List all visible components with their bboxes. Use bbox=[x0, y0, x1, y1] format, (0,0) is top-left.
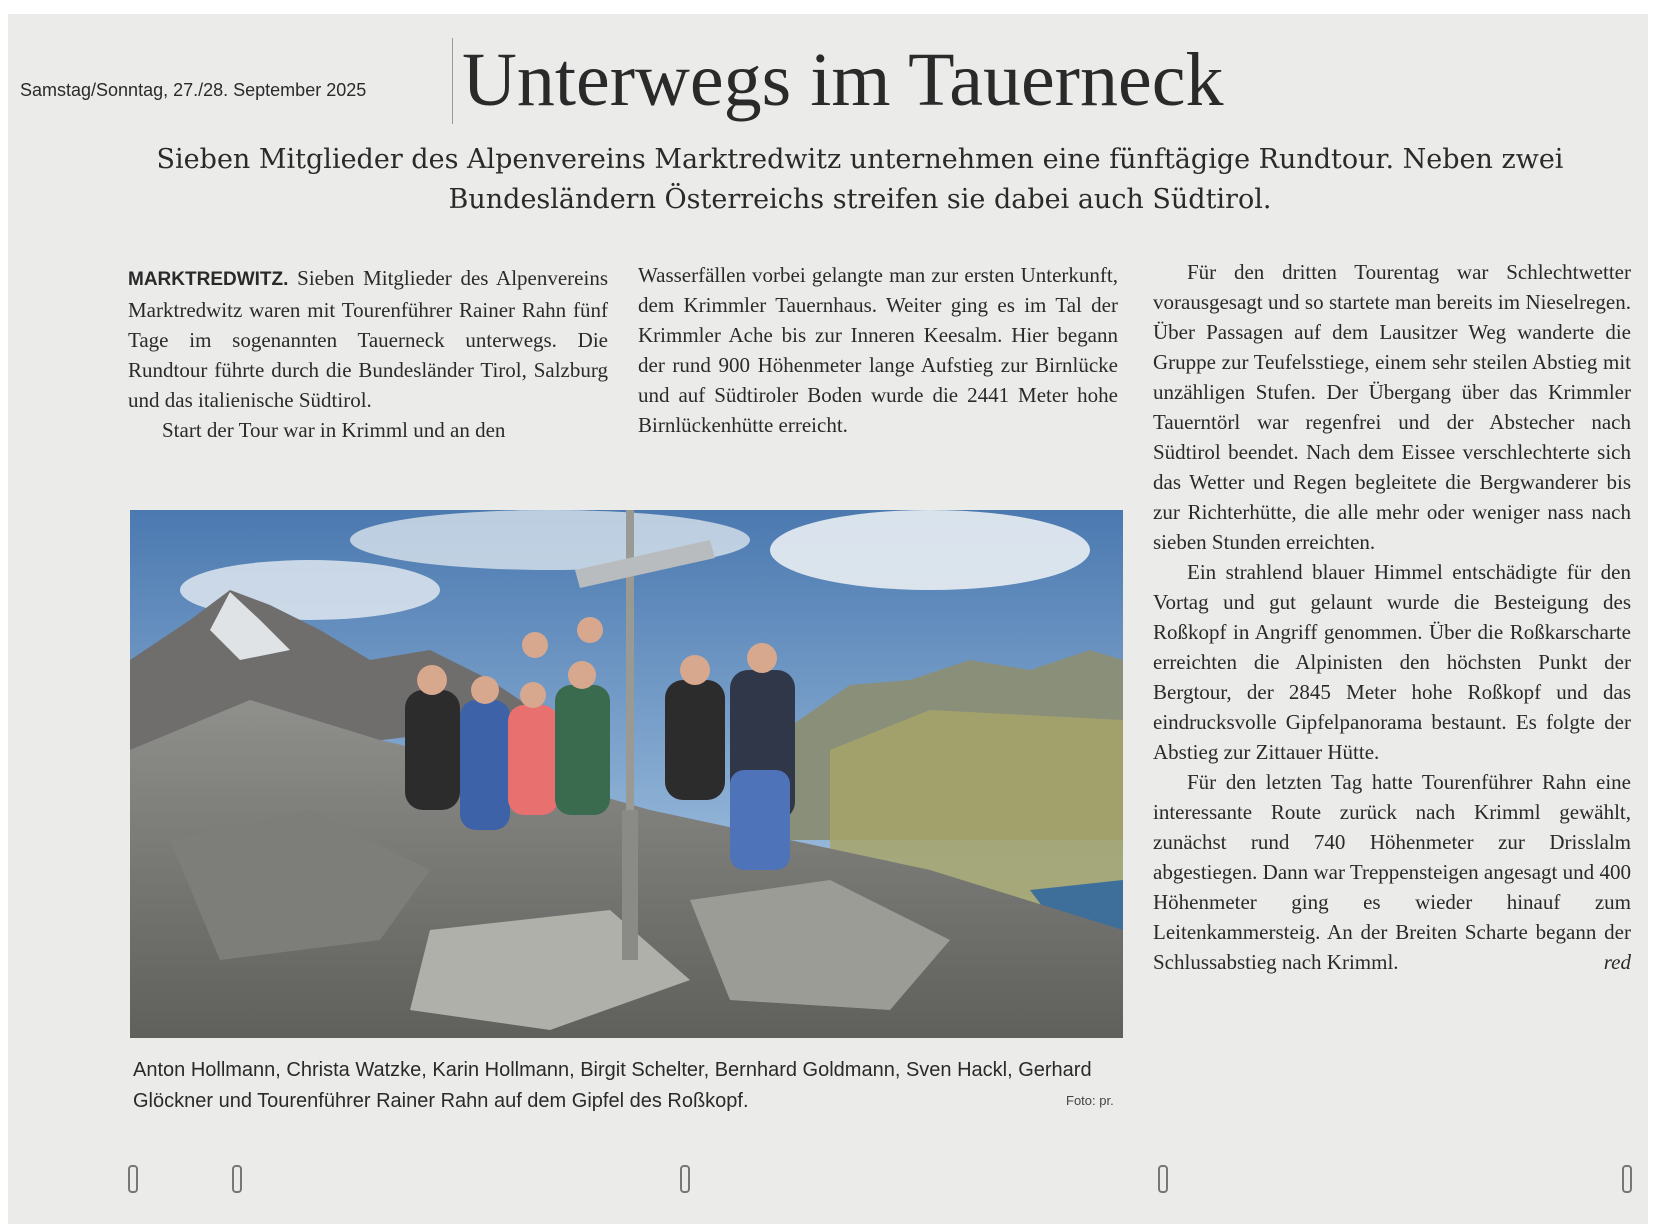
paragraph: Wasserfällen vorbei gelangte man zur ersten Unterkunft, dem Krimmler Tauernhaus. Weiter ging es im Tal der Krimmler Ache bis zur Inneren Keesalm. Hier begann der rund 900 Höhenmeter lange Aufstieg zur Birnlücke und auf Südtiroler Boden wurde die 2441 Meter hohe Birnlückenhütte erreicht. bbox=[638, 263, 1118, 437]
article-dateline: MARKTREDWITZ. bbox=[128, 269, 289, 290]
paragraph-text: Sieben Mitglieder des Alpenvereins Marktredwitz waren mit Tourenführer Rainer Rahn fünf Tage im sogenannten Tauerneck unterwegs. Die Rundtour führte durch die Bundesländer Tirol, Salzburg und das italienische Südtirol. bbox=[128, 266, 608, 412]
punch-hole-mark bbox=[680, 1165, 690, 1193]
photo-credit: Foto: pr. bbox=[1066, 1093, 1114, 1108]
photo-illustration bbox=[130, 510, 1123, 1038]
issue-date: Samstag/Sonntag, 27./28. September 2025 bbox=[20, 80, 367, 100]
punch-hole-mark bbox=[232, 1165, 242, 1193]
article-column-1 bbox=[128, 263, 608, 445]
paragraph-text: Für den letzten Tag hatte Tourenführer Rahn eine interessante Route zurück nach Krimml gewählt, zunächst rund 740 Höhenmeter zur Drisslalm abgestiegen. Dann war Treppensteigen angesagt und 400 Höhenmeter ging es wieder hinauf zum Leitenkammersteig. An der Breiten Scharte begann der Schlussabstieg nach Krimml. bbox=[1153, 770, 1631, 974]
author-signature: red bbox=[1603, 950, 1631, 974]
paragraph: Für den dritten Tourentag war Schlechtwetter vorausgesagt und so startete man bereits im Nieselregen. Über Passagen auf dem Lausitzer Weg wanderte die Gruppe zur Teufelsstiege, einem sehr steilen Abstieg mit unzähligen Stufen. Der Übergang über das Krimmler Tauerntörl war regenfrei und der Abstecher nach Südtirol beendet. Nach dem Eissee verschlechterte sich das Wetter und Regen begleitete die Bergwanderer bis zur Richterhütte, die alle mehr oder weniger nass nach sieben Stunden erreichten. bbox=[1153, 260, 1631, 554]
paragraph: Start der Tour war in Krimml und an den bbox=[162, 418, 506, 442]
summit-group-photo bbox=[130, 510, 1123, 1038]
article-column-3 bbox=[1153, 257, 1631, 977]
paragraph bbox=[1153, 767, 1631, 977]
photo-caption: Anton Hollmann, Christa Watzke, Karin Hollmann, Birgit Schelter, Bernhard Goldmann, Sven Hackl, Gerhard Glöckner und Tourenführer Rainer Rahn auf dem Gipfel des Roßkopf. bbox=[133, 1059, 1092, 1112]
paragraph: Ein strahlend blauer Himmel entschädigte für den Vortag und gut gelaunt wurde die Besteigung des Roßkopf in Angriff genommen. Über die Roßkarscharte erreichten die Alpinisten den höchsten Punkt der Bergtour, der 2845 Meter hohe Roßkopf und das eindrucksvolle Gipfelpanorama bestaunt. Es folgte der Abstieg zur Zittauer Hütte. bbox=[1153, 560, 1631, 764]
header-divider bbox=[452, 38, 453, 124]
punch-hole-mark bbox=[1158, 1165, 1168, 1193]
punch-hole-mark bbox=[1622, 1165, 1632, 1193]
subheadline: Sieben Mitglieder des Alpenvereins Marktredwitz unternehmen eine fünftägige Rundtour. Neben zwei Bundesländern Österreichs streifen sie dabei auch Südtirol. bbox=[156, 144, 1564, 215]
paragraph bbox=[128, 263, 608, 415]
headline: Unterwegs im Tauerneck bbox=[462, 38, 1224, 122]
punch-hole-mark bbox=[128, 1165, 138, 1193]
article-column-2 bbox=[638, 260, 1118, 440]
